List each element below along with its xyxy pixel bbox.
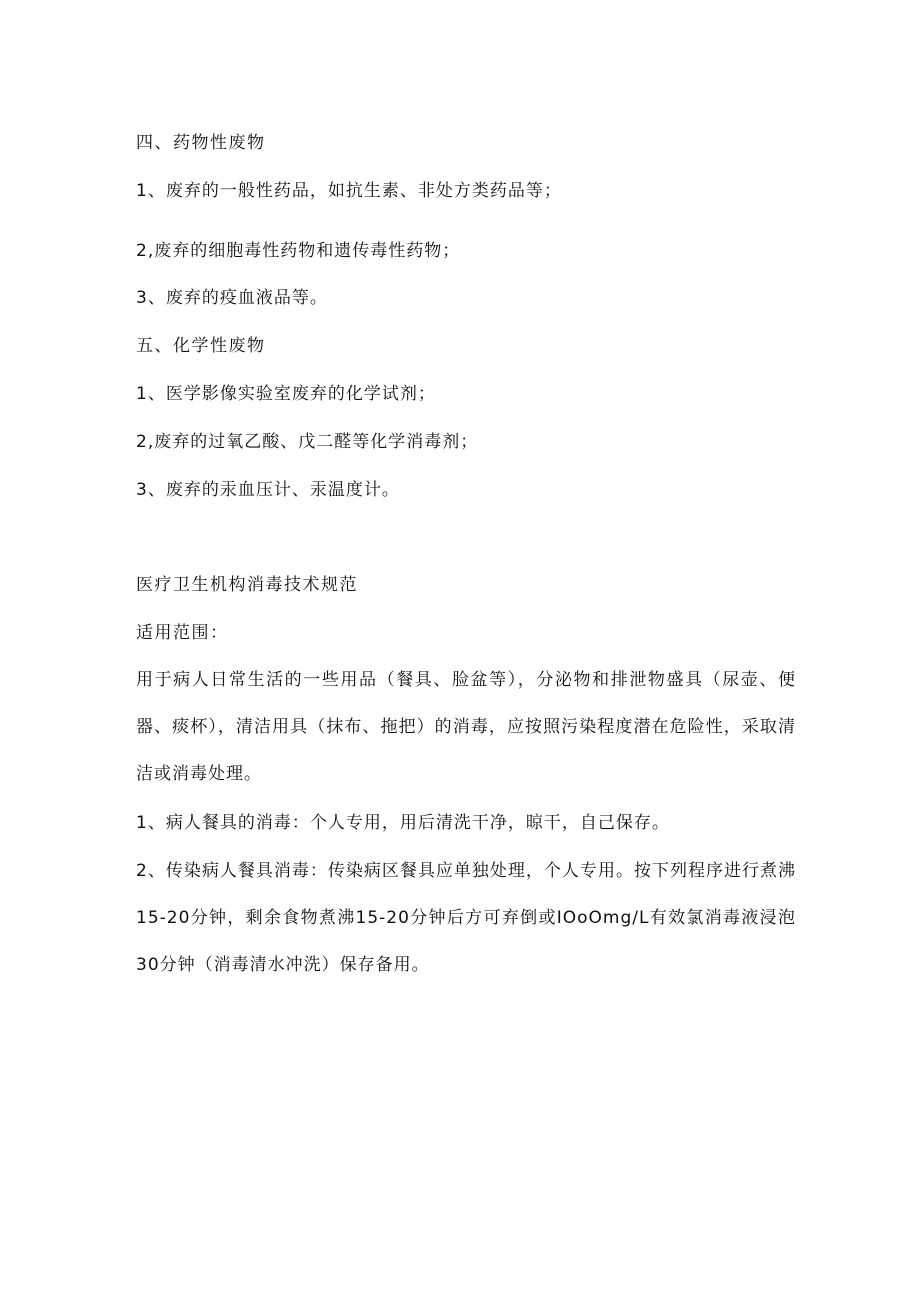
section-4-item-1: 1、废弃的一般性药品，如抗生素、非处方类药品等； bbox=[136, 181, 562, 201]
section-5-item-1: 1、医学影像实验室废弃的化学试剂； bbox=[136, 384, 436, 404]
spec-title: 医疗卫生机构消毒技术规范 bbox=[136, 575, 358, 595]
section-4-item-3: 3、废弃的疫血液品等。 bbox=[136, 288, 328, 308]
spec-item-1: 1、病人餐具的消毒：个人专用，用后清洗干净，晾干，自己保存。 bbox=[136, 813, 670, 833]
section-5-item-3: 3、废弃的汞血压计、汞温度计。 bbox=[136, 480, 400, 500]
spec-item-2: 2、传染病人餐具消毒：传染病区餐具应单独处理，个人专用。按下列程序进行煮沸15-20分钟，剩余食物煮沸15-20分钟后方可弃倒或IOoOmg/L有效氯消毒液浸泡30分钟（消毒清水冲洗）保存备用。 bbox=[136, 861, 796, 975]
section-4-heading: 四、药物性废物 bbox=[136, 133, 266, 153]
section-4-item-2: 2,废弃的细胞毒性药物和遗传毒性药物； bbox=[136, 241, 461, 261]
section-5-heading: 五、化学性废物 bbox=[136, 336, 266, 356]
section-5-item-2: 2,废弃的过氧乙酸、戊二醛等化学消毒剂； bbox=[136, 432, 479, 452]
scope-paragraph: 用于病人日常生活的一些用品（餐具、脸盆等），分泌物和排泄物盛具（尿壶、便器、痰杯），清洁用具（抹布、拖把）的消毒，应按照污染程度潜在危险性，采取清洁或消毒处理。 bbox=[136, 670, 796, 784]
scope-label: 适用范围： bbox=[136, 623, 229, 643]
